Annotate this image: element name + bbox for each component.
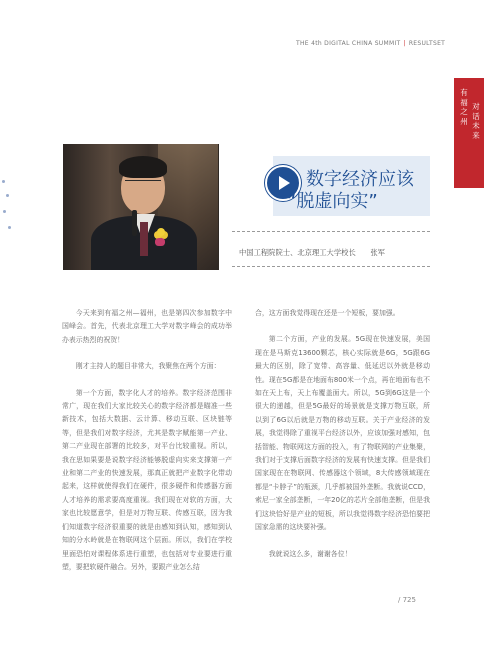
side-tab-line2: 对话未来: [472, 102, 480, 140]
section-name: RESULTSET: [408, 40, 446, 47]
page-number: / 725: [398, 596, 416, 604]
decor-dot: [8, 226, 11, 229]
author-byline: 中国工程院院士、北京理工大学校长 张军: [239, 248, 385, 257]
paragraph: 第二个方面，产业的发展。5G现在快速发展，美国现在是马斯克13600颗芯，核心实际就是6G，5G跟6G最大的区别，除了宽带、高容量、低延迟以外就是移动性。现在5G都是在地面布800米一个点，再在地面布也不如在天上布，天上布覆盖面大。所以，5G到6G这是一个很大的递越，但是5G最好的场景就是支撑万物互联，所以到了6G以后就是万物的移动互联。关于产业经济的发展，我觉得除了重视平台经济以外，应该加强对感知，包括智能、物联网这方面的投入，有了物联网的产业集聚，我们对于支撑后面数字经济的发展有快速支撑。但是我们国家现在在物联网、传感器这个领域，8大传感领域现在都是“卡脖子”的瓶颈，几乎都被国外垄断。我就说CCD，索尼一家全部垄断，一年20亿的芯片全部他垄断，但是我们这块恰好是产业的短板，所以我觉得数字经济恐怕要把国家急需的这块要补强。: [255, 335, 430, 532]
divider: [232, 231, 430, 232]
paragraph: 刚才主持人的题目非常大，我聚焦在两个方面：: [75, 362, 221, 371]
running-header: [296, 40, 445, 47]
article-title-line1: 数字经济应该: [306, 169, 414, 190]
corsage: [157, 228, 165, 236]
paragraph: 我就说这么多，谢谢各位！: [268, 549, 352, 558]
side-tab-line1: 有福之州: [460, 88, 468, 126]
paragraph: 今天来到有福之州—福州，也是第四次参加数字中国峰会。首先，代表北京理工大学对数字峰会的成功举办表示热烈的祝贺！: [62, 309, 232, 344]
decor-dot: [6, 194, 9, 197]
decor-dot: [3, 210, 6, 213]
divider: [232, 266, 430, 267]
section-side-tab: [454, 78, 484, 188]
speaker-photo: [63, 144, 219, 270]
header-separator: |: [403, 40, 406, 47]
right-column: [255, 307, 430, 574]
left-column: [62, 307, 232, 587]
paragraph: 第一个方面，数字化人才的培养。数字经济范围非常广，现在我们大家比较关心的数字经济都是瞄准一些新技术，包括大数据、云计算、移动互联、区块链等等，但是我们对数字经济，尤其是数字赋能第一产业、第二产业现在部署的比较多，对平台比较重视。所以，我在思如果要是说数字经济能够脱虚向实来支撑第一产业和第二产业的快速发展，那真正就把产业数字化带动起来，这样就使得我们在硬件，很多硬件和传感器方面人才培养的需求要高度重视。我们现在对软的方面，大家也比较愿意学，但是对万物互联、传感互联，因为我们知道数字经济很重要的就是由感知到认知，感知到认知的分水岭就是在物联网这个层面。所以，我们在学校里面恐怕对课程体系进行重塑，也包括对专业要进行重塑，要把软硬件融合。另外，要跟产业怎么结: [62, 388, 232, 571]
edge-decoration: [0, 176, 14, 236]
microphone: [132, 210, 137, 236]
paragraph: 合，这方面我觉得现在还是一个短板，要加强。: [255, 309, 400, 317]
article-title-line2: “脱虚向实”: [287, 191, 378, 212]
decor-dot: [2, 180, 5, 183]
magazine-name: THE 4th DIGITAL CHINA SUMMIT: [296, 40, 401, 47]
